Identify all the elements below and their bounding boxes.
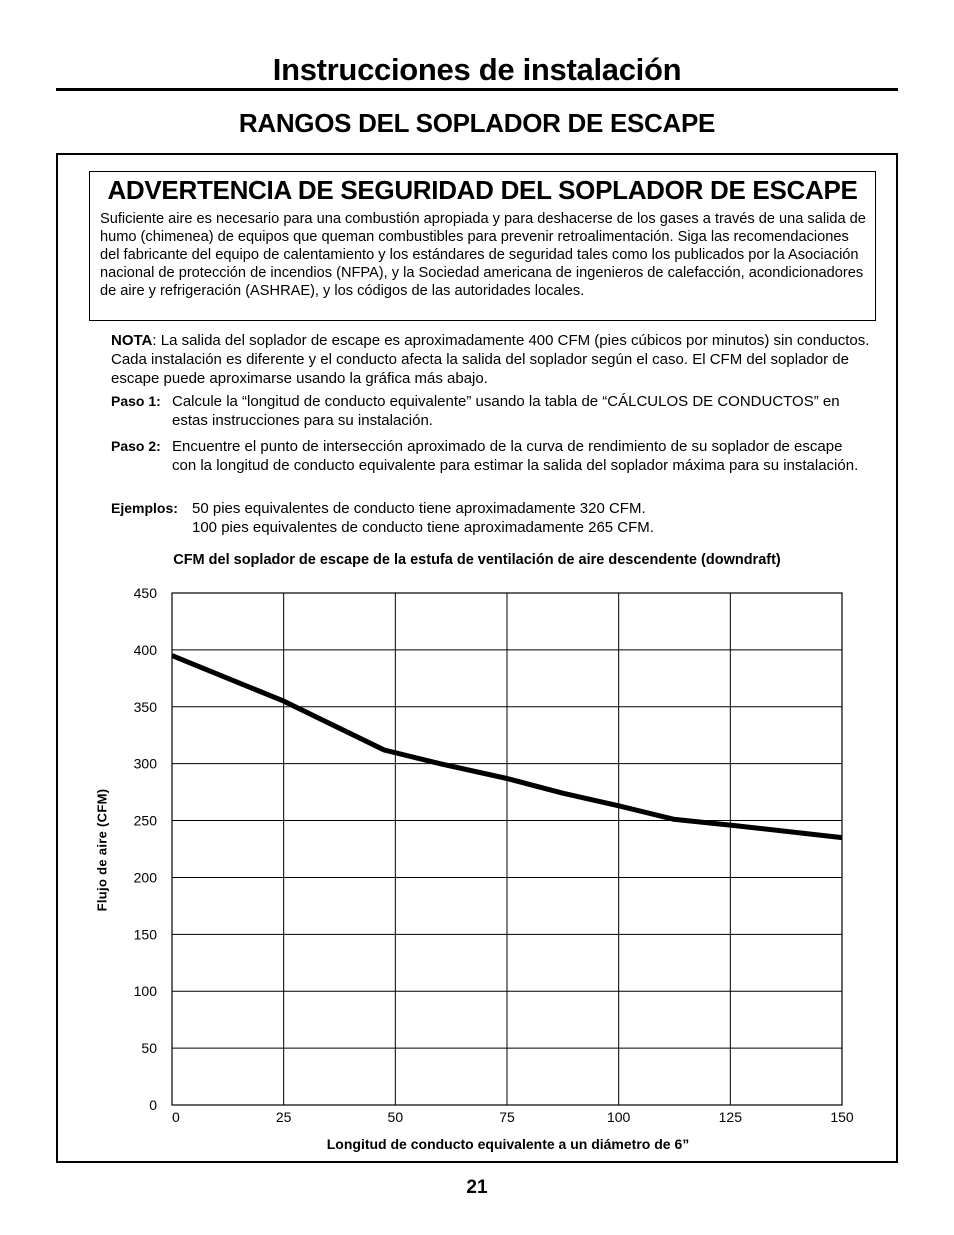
x-tick-label: 150 (830, 1109, 854, 1125)
section-title: RANGOS DEL SOPLADOR DE ESCAPE (238, 108, 716, 138)
y-tick-label: 350 (133, 698, 157, 715)
warning-body: Suficiente aire es necesario para una combustión apropiada y para deshacerse de los gases a través de una salida de humo (chimenea) de equipos que queman combustibles para prevenir retroalimentación. Siga las recomendaciones del fabricante del equipo de calentamiento y los estándares de seguridad tales como los publicados por la Asociación nacional de protección de incendios (NFPA), y la Sociedad americana de ingenieros de calefacción, acondicionadores de aire y refrigeración (ASHRAE), y los códigos de las autoridades locales. (100, 211, 866, 299)
x-tick-label: 50 (387, 1109, 404, 1125)
warning-title: ADVERTENCIA DE SEGURIDAD DEL SOPLADOR DE ESCAPE (107, 175, 858, 205)
x-axis-label: Longitud de conducto equivalente a un diámetro de 6” (326, 1136, 690, 1152)
page-title: Instrucciones de instalación (272, 52, 682, 87)
y-tick-label: 100 (133, 983, 157, 1000)
examples-label: Ejemplos: (111, 500, 178, 516)
chart-title: CFM del soplador de escape de la estufa de ventilación de aire descendente (downdraft) (173, 552, 781, 568)
y-axis-label: Flujo de aire (CFM) (94, 788, 110, 912)
x-tick-label: 125 (718, 1109, 743, 1125)
y-tick-label: 300 (133, 755, 157, 772)
step-1-label: Paso 1: (111, 393, 161, 409)
page-number: 21 (466, 1177, 488, 1198)
example-line-1: 50 pies equivalentes de conducto tiene aproximadamente 320 CFM. (192, 500, 646, 517)
x-tick-label: 0 (172, 1109, 180, 1125)
y-tick-label: 250 (133, 812, 157, 829)
note-label: NOTA (111, 332, 153, 349)
y-tick-label: 200 (133, 869, 157, 886)
y-tick-label: 0 (149, 1097, 157, 1113)
y-tick-label: 50 (141, 1040, 157, 1057)
x-tick-label: 100 (606, 1109, 631, 1125)
note-text: : La salida del soplador de escape es aproximadamente 400 CFM (pies cúbicos por minutos) sin conductos. Cada instalación es diferente y el conducto afecta la salida del soplador según el caso. El CFM del soplador de escape puede aproximarse usando la gráfica más abajo. (111, 332, 870, 387)
x-tick-label: 25 (275, 1109, 292, 1125)
x-tick-label: 75 (499, 1109, 515, 1125)
step-2-label: Paso 2: (111, 438, 161, 454)
step-2-text: Encuentre el punto de intersección aproximado de la curva de rendimiento de su soplador de escape con la longitud de conducto equivalente para estimar la salida del soplador máxima para su instalación. (172, 438, 859, 474)
y-tick-label: 400 (133, 641, 157, 658)
example-line-2: 100 pies equivalentes de conducto tiene aproximadamente 265 CFM. (192, 519, 654, 536)
y-tick-label: 450 (133, 585, 157, 601)
step-1-text: Calcule la “longitud de conducto equivalente” usando la tabla de “CÁLCULOS DE CONDUCTOS” en estas instrucciones para su instalación. (172, 393, 840, 429)
y-tick-label: 150 (133, 926, 157, 943)
